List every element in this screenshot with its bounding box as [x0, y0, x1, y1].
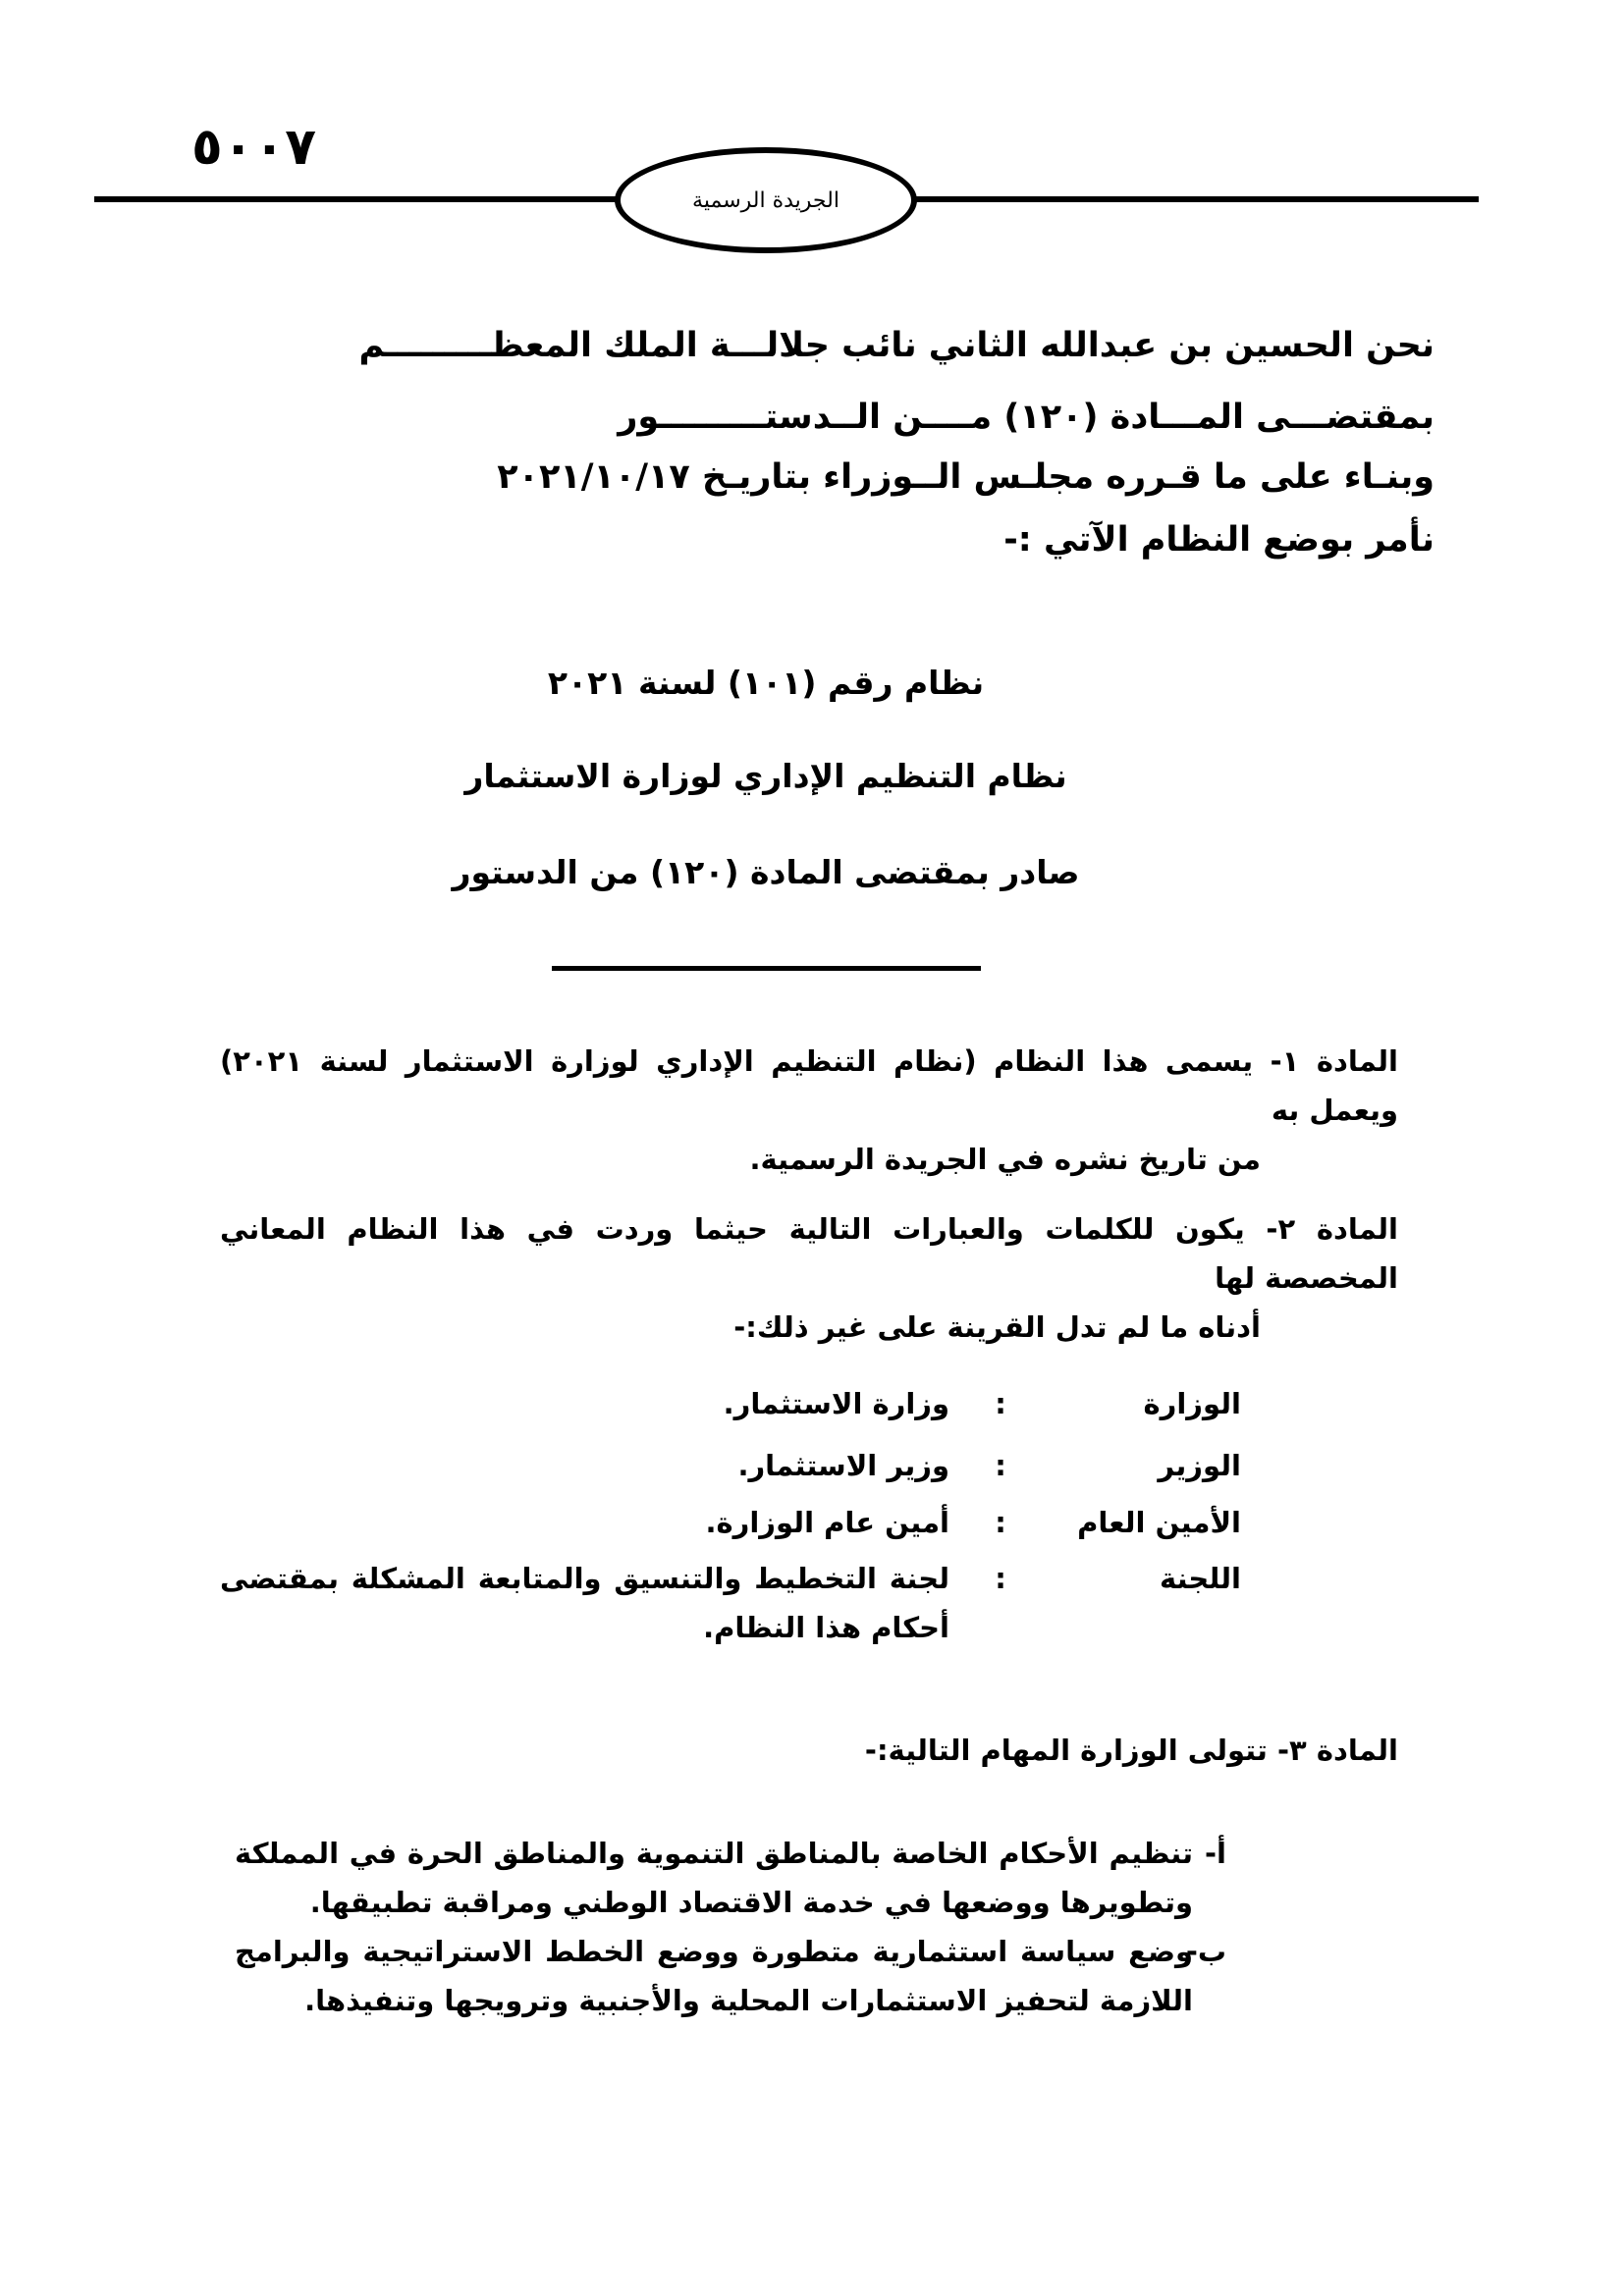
item-label: ب- — [1185, 1935, 1226, 1968]
definition-colon: : — [995, 1449, 1006, 1482]
header-rule-right — [913, 196, 1479, 202]
article-label: المادة ٣- — [1276, 1734, 1398, 1767]
article-label: المادة ١- — [1270, 1044, 1398, 1078]
masthead-oval — [615, 147, 917, 253]
article-text-continued: أدناه ما لم تدل القرينة على غير ذلك:- — [733, 1310, 1261, 1344]
preamble-line: نحن الحسين بن عبدالله الثاني نائب جلالـــة الملك المعظـــــــــم — [358, 326, 1435, 365]
item-text: تنظيم الأحكام الخاصة بالمناطق التنموية والمناطق الحرة في المملكة وتطويرها ووضعها في خدمة الاقتصاد الوطني ومراقبة تطبيقها. — [235, 1837, 1193, 1919]
definition-text: لجنة التخطيط والتنسيق والمتابعة المشكلة بمقتضى أحكام هذا النظام. — [220, 1562, 949, 1644]
article-2 — [220, 1204, 1398, 1352]
preamble-line: نأمر بوضع النظام الآتي :- — [1003, 520, 1435, 560]
preamble-line: وبنـاء على ما قـرره مجلـس الــوزراء بتاريـخ ٢٠٢١/١٠/١٧ — [497, 457, 1435, 497]
task-item — [235, 1927, 1226, 2025]
definition-colon: : — [995, 1506, 1006, 1539]
masthead-title: الجريدة الرسمية — [692, 187, 839, 213]
definition-term: الأمين العام — [1077, 1506, 1241, 1539]
regulation-name-title: نظام التنظيم الإداري لوزارة الاستثمار — [464, 757, 1067, 795]
task-item — [235, 1829, 1226, 1927]
article-text: تتولى الوزارة المهام التالية:- — [864, 1734, 1268, 1767]
item-label: أ- — [1205, 1837, 1226, 1870]
page-number: ٥٠٠٧ — [191, 118, 316, 177]
regulation-number-title: نظام رقم (١٠١) لسنة ٢٠٢١ — [547, 664, 985, 702]
article-label: المادة ٢- — [1266, 1212, 1398, 1246]
definition-colon: : — [995, 1562, 1006, 1595]
article-1 — [220, 1037, 1398, 1184]
definition-text: وزير الاستثمار. — [737, 1449, 949, 1482]
header-rule-left — [94, 196, 623, 202]
definition-term: الوزارة — [1143, 1387, 1241, 1420]
title-divider — [552, 966, 981, 971]
definition-term: الوزير — [1158, 1449, 1241, 1482]
article-text-continued: من تاريخ نشره في الجريدة الرسمية. — [749, 1143, 1261, 1176]
definition-colon: : — [995, 1387, 1006, 1420]
preamble-line: بمقتضـــى المـــادة (١٢٠) مــــن الــدستـــــــــور — [618, 398, 1435, 437]
definition-text: أمين عام الوزارة. — [705, 1506, 949, 1539]
article-text: يسمى هذا النظام (نظام التنظيم الإداري لوزارة الاستثمار لسنة ٢٠٢١) ويعمل به — [220, 1044, 1398, 1127]
regulation-basis-title: صادر بمقتضى المادة (١٢٠) من الدستور — [452, 853, 1080, 891]
item-text: وضع سياسة استثمارية متطورة ووضع الخطط الاستراتيجية والبرامج اللازمة لتحفيز الاستثمارات المحلية والأجنبية وترويجها وتنفيذها. — [235, 1935, 1193, 2017]
definition-term: اللجنة — [1160, 1562, 1241, 1595]
article-text: يكون للكلمات والعبارات التالية حيثما وردت في هذا النظام المعاني المخصصة لها — [220, 1212, 1398, 1295]
definition-text: وزارة الاستثمار. — [723, 1387, 949, 1420]
article-3 — [220, 1726, 1398, 1775]
